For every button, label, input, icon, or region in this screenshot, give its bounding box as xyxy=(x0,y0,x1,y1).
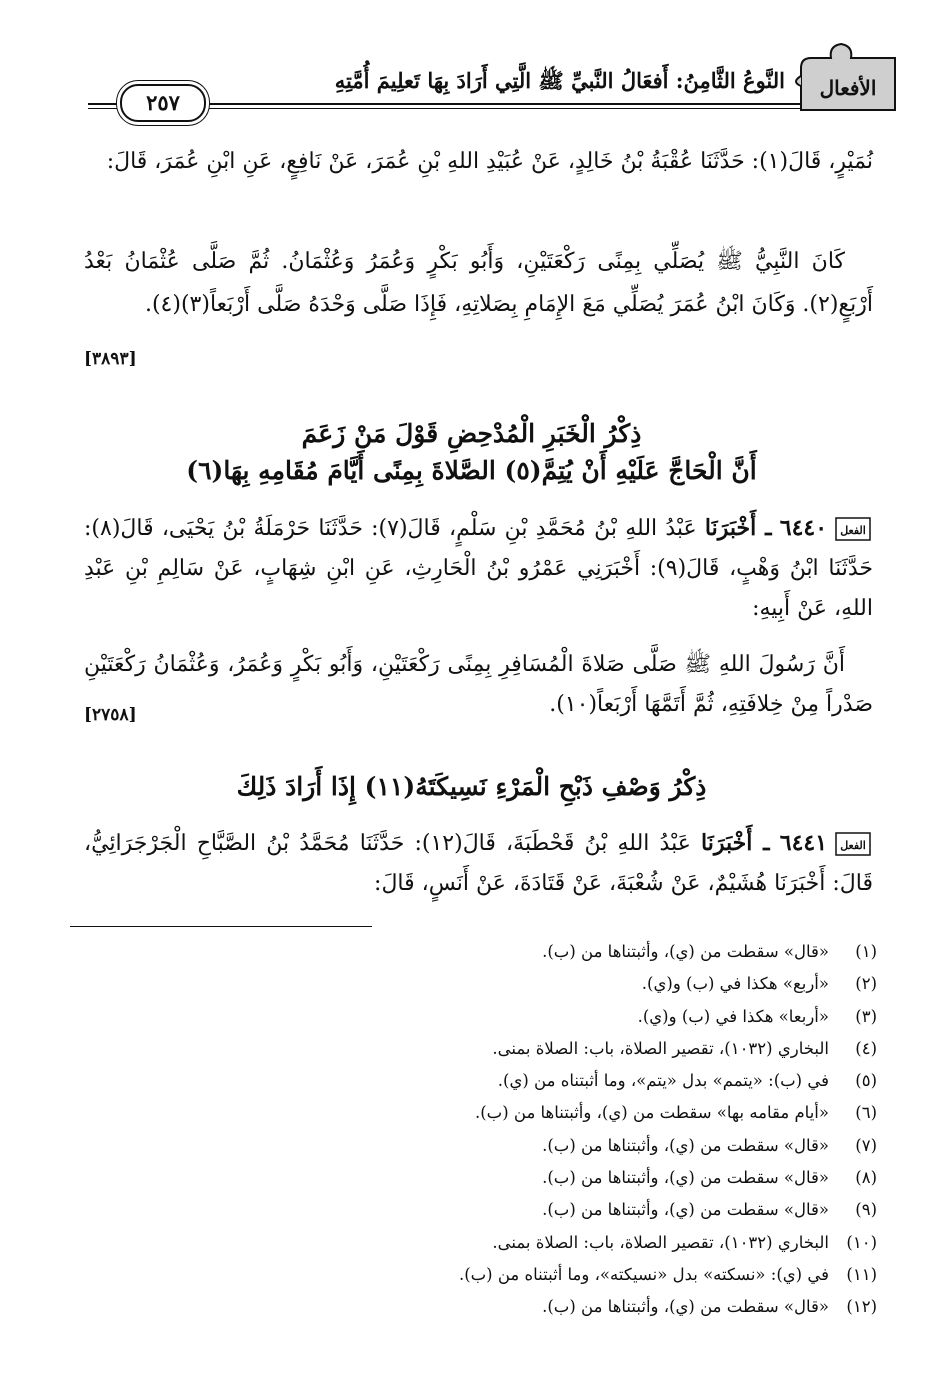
hadith-6441-isnad xyxy=(84,823,873,904)
hadith-6440-isnad xyxy=(84,508,873,629)
page-number: ٢٥٧ xyxy=(120,84,206,122)
footnote-item: (١٢)«قال» سقطت من (ي)، وأثبتناها من (ب). xyxy=(542,1297,877,1317)
text-paragraph: نُمَيْرٍ، قَالَ(١): حَدَّثَنَا عُقْبَةُ بْنُ خَالِدٍ، عَنْ عُبَيْدِ اللهِ بْنِ عُمَرَ، عَنْ نَافِعٍ، عَنِ ابْنِ عُمَرَ، قَالَ: xyxy=(106,149,873,174)
chapter-heading: أَنَّ الْحَاجَّ عَلَيْهِ أَنْ يُتِمَّ(٥) الصَّلاةَ بِمِنًى أَيَّامَ مُقَامِهِ بِهَا(٦) xyxy=(186,456,757,485)
hadith-reference: [٢٧٥٨] xyxy=(84,705,137,725)
footnote-item: (١٠)البخاري (١٠٣٢)، تقصير الصلاة، باب: الصلاة بمنى. xyxy=(492,1232,877,1252)
puzzle-tab-icon xyxy=(795,40,903,118)
svg-text:الفعل: الفعل xyxy=(840,839,866,852)
footnote-item: (٩)«قال» سقطت من (ي)، وأثبتناها من (ب). xyxy=(542,1200,877,1220)
footnote-item: (٤)البخاري (١٠٣٢)، تقصير الصلاة، باب: الصلاة بمنى. xyxy=(492,1038,877,1058)
akhbarana-label: ـ أَخْبَرَنَا xyxy=(704,515,772,541)
page-header xyxy=(88,40,903,115)
footnotes-list xyxy=(60,936,877,1324)
section-corner-tab xyxy=(795,40,903,118)
text-paragraph: كَانَ النَّبِيُّ ﷺ يُصَلِّي بِمِنًى رَكْعَتَيْنِ، وَأَبُو بَكْرٍ وَعُمَرُ وَعُثْمَانُ. ثُمَّ صَلَّى عُثْمَانُ بَعْدُ أَرْبَعٍ(٢). وَكَانَ ابْنُ عُمَرَ يُصَلِّي مَعَ الإِمَامِ بِصَلاتِهِ، فَإِذَا صَلَّى وَحْدَهُ صَلَّى أَرْبَعاً(٣)(٤). xyxy=(84,249,873,317)
chapter-heading: ذِكْرُ الْخَبَرِ الْمُدْحِضِ قَوْلَ مَنْ زَعَمَ xyxy=(301,419,642,448)
hadith-number: ٦٤٤١ xyxy=(779,830,828,856)
isnad-text: عَبْدُ اللهِ بْنُ قَحْطَبَةَ، قَالَ(١٢): حَدَّثَنَا مُحَمَّدُ بْنُ الصَّبَّاحِ الْجَرْجَرَائِيُّ، قَالَ: أَخْبَرَنَا هُشَيْمٌ، عَنْ شُعْبَةَ، عَنْ قَتَادَةَ، عَنْ أَنَسٍ، قَالَ: xyxy=(84,831,873,896)
isnad-text: عَبْدُ اللهِ بْنُ مُحَمَّدِ بْنِ سَلْمٍ، قَالَ(٧): حَدَّثَنَا حَرْمَلَةُ بْنُ يَحْيَى، قَالَ(٨): حَدَّثَنَا ابْنُ وَهْبٍ، قَالَ(٩): أَخْبَرَنِي عَمْرُو بْنُ الْحَارِثِ، عَنِ ابْنِ شِهَابٍ، عَنْ سَالِمِ بْنِ عَبْدِ اللهِ، عَنْ أَبِيهِ: xyxy=(84,516,873,621)
footnote-item: (٨)«قال» سقطت من (ي)، وأثبتناها من (ب). xyxy=(542,1168,877,1188)
hadith-6440-matn: أَنَّ رَسُولَ اللهِ ﷺ صَلَّى صَلاةَ الْمُسَافِرِ بِمِنًى رَكْعَتَيْنِ، وَأَبُو بَكْرٍ وَعُمَرُ، وَعُثْمَانُ رَكْعَتَيْنِ صَدْراً مِنْ خِلافَتِهِ، ثُمَّ أَتَمَّهَا أَرْبَعاً(١٠). xyxy=(84,652,873,717)
fil-badge-icon xyxy=(833,830,873,858)
running-title: النَّوعُ الثَّامِنُ: أَفعَالُ النَّبيِّ ﷺ الَّتِي أَرَادَ بِهَا تَعلِيمَ أُمَّتِهِ xyxy=(334,68,785,93)
footnote-item: (٥)في (ب): «يتمم» بدل «يتم»، وما أثبتناه من (ي). xyxy=(497,1071,877,1091)
footnote-separator xyxy=(70,926,372,927)
footnote-item: (١)«قال» سقطت من (ي)، وأثبتناها من (ب). xyxy=(542,942,877,961)
footnote-item: (٢)«أربع» هكذا في (ب) و(ي). xyxy=(641,974,877,994)
footnote-item: (٣)«أربعا» هكذا في (ب) و(ي). xyxy=(637,1006,877,1026)
fil-badge-icon xyxy=(833,515,873,543)
akhbarana-label: ـ أَخْبَرَنَا xyxy=(701,830,770,856)
hadith-number: ٦٤٤٠ xyxy=(779,515,828,541)
corner-label: الأفعال xyxy=(819,76,877,100)
footnote-item: (٦)«أيام مقامه بها» سقطت من (ي)، وأثبتناها من (ب). xyxy=(474,1103,877,1123)
hadith-reference: [٣٨٩٣] xyxy=(84,349,137,369)
footnote-item: (٧)«قال» سقطت من (ي)، وأثبتناها من (ب). xyxy=(542,1135,877,1155)
footnote-item: (١١)في (ي): «نسكته» بدل «نسيكته»، وما أثبتناه من (ب). xyxy=(458,1264,877,1284)
svg-text:الفعل: الفعل xyxy=(840,524,866,537)
chapter-heading: ذِكْرُ وَصْفِ ذَبْحِ الْمَرْءِ نَسِيكَتَهُ(١١) إِذَا أَرَادَ ذَلِكَ xyxy=(236,772,707,801)
